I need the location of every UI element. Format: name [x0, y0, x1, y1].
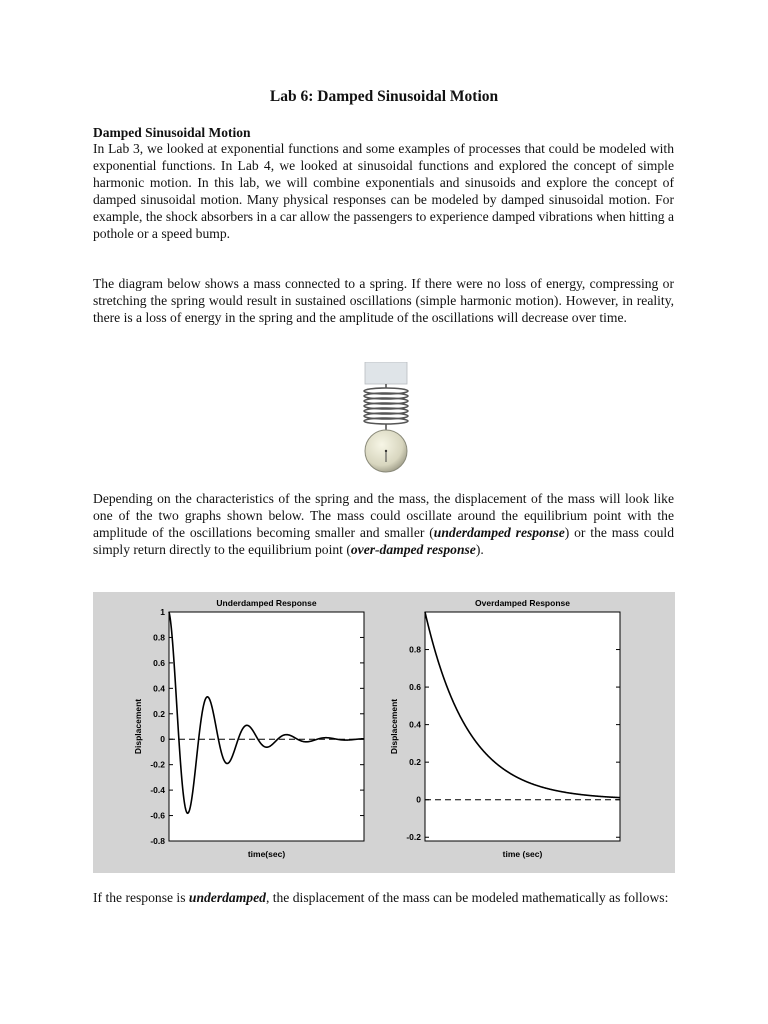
spring-coil	[364, 384, 408, 430]
chart-title: Underdamped Response	[216, 598, 317, 608]
y-tick-label: -0.2	[406, 832, 421, 843]
overdamped-chart	[389, 598, 620, 859]
section-heading: Damped Sinusoidal Motion	[93, 125, 251, 140]
term-underdamped-response: underdamped response	[433, 524, 565, 540]
y-tick-label: 0.2	[153, 708, 165, 719]
y-tick-label: 0.8	[153, 632, 165, 643]
y-tick-label: 0.8	[409, 644, 421, 655]
y-axis-label: Displacement	[389, 698, 399, 755]
y-tick-label: 0.4	[153, 683, 165, 694]
paragraph-responses	[93, 491, 674, 559]
y-tick-label: 1	[160, 607, 165, 617]
text-fragment: If the response is	[93, 890, 189, 905]
x-axis-label: time (sec)	[502, 849, 543, 859]
y-tick-label: -0.4	[150, 785, 165, 796]
paragraph-spring: The diagram below shows a mass connected to a spring. If there were no loss of energy, compressing or stretching the spring would result in sustained oscillations (simple harmonic motion). However, in reality, there is a loss of energy in the spring and the amplitude of the oscillations will decrease over time.	[93, 276, 674, 325]
paragraph-intro: In Lab 3, we looked at exponential functions and some examples of processes that could be modeled with exponential functions. In Lab 4, we looked at sinusoidal functions and explored the concept of simple harmonic motion. In this lab, we will combine exponentials and sinusoids and explore the concept of damped sinusoidal motion. Many physical responses can be modeled by damped sinusoidal motion. For example, the shock absorbers in a car allow the passengers to experience damped vibrations when hitting a pothole or a speed bump.	[93, 141, 674, 241]
paragraph-model	[93, 890, 674, 907]
plot-area	[425, 612, 620, 841]
y-tick-label: 0.6	[409, 682, 421, 693]
y-tick-label: -0.8	[150, 836, 165, 846]
text-fragment: Depending on the characteristics of the spring and the mass, the displacement of the mass will look like one of the two graphs shown below. The mass could oscillate around the equilibrium point with the amplitude of the oscillations becoming smaller and smaller (	[93, 491, 674, 540]
y-tick-label: 0	[160, 734, 165, 745]
term-over-damped-response: over-damped response	[350, 541, 476, 557]
page-title: Lab 6: Damped Sinusoidal Motion	[269, 88, 499, 105]
text-fragment: ).	[475, 541, 484, 557]
chart-title: Overdamped Response	[475, 598, 570, 608]
y-tick-label: 0.2	[409, 757, 421, 768]
text-fragment: ) or the mass could simply return directly to the equilibrium point (	[93, 524, 674, 557]
y-tick-label: 0	[416, 794, 421, 805]
y-tick-label: 0.4	[409, 719, 421, 730]
y-tick-label: 0.6	[153, 657, 165, 668]
plot-area	[169, 612, 364, 841]
y-tick-label: -0.2	[150, 759, 165, 770]
response-graphs-panel	[93, 592, 675, 873]
y-axis-label: Displacement	[133, 698, 143, 755]
y-tick-label: -0.6	[150, 810, 165, 821]
text-fragment: , the displacement of the mass can be modeled mathematically as follows:	[265, 890, 669, 905]
term-underdamped: underdamped	[188, 890, 266, 905]
spring-mass-diagram	[355, 362, 415, 474]
ceiling-block	[365, 362, 407, 384]
x-axis-label: time(sec)	[247, 849, 286, 859]
underdamped-chart	[133, 598, 364, 859]
